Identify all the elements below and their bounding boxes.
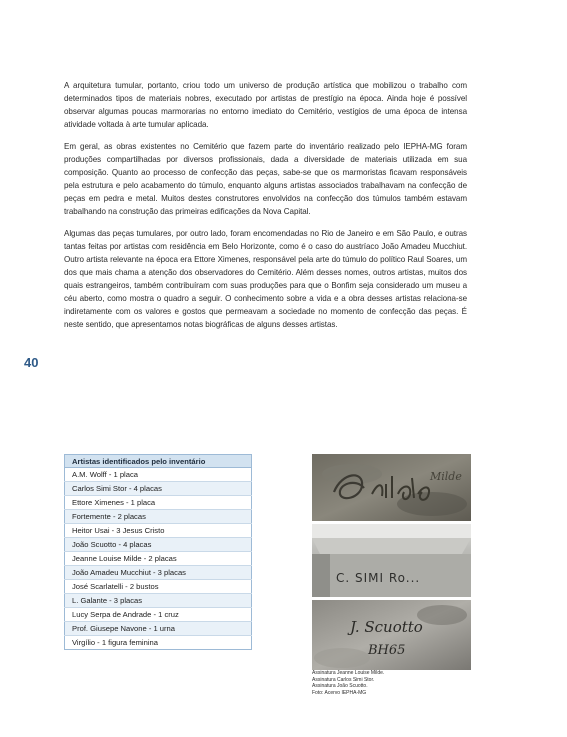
table-row	[65, 524, 252, 538]
artist-entry: Virgílio - 1 figura feminina	[72, 638, 158, 647]
artist-entry: Heitor Usai - 3 Jesus Cristo	[65, 524, 252, 538]
paragraph-line: quais estrangeiros, também contribuíram com suas produções para que o Bonfim seja	[64, 281, 374, 290]
paragraph-line: a atenção dos observadores do Cemitério. Além desses nomes, outros artistas, muitos dos	[141, 268, 467, 277]
photo-simi-stor-signature	[312, 524, 471, 597]
artist-entry: Lucy Serpa de Andrade - 1 cruz	[65, 608, 252, 622]
simi-stor-engraved-text: C. SIMI Ro...	[336, 571, 421, 585]
paragraph-line: do Cemitério, vestígios de uma época de intensa atividade voltada à arte tumular aplicada.	[64, 107, 467, 129]
paragraph-line: apresentamos notas biográficas de alguns desses artistas.	[131, 320, 338, 329]
artist-entry: Carlos Simi Stor - 4 placas	[65, 482, 252, 496]
table-row	[65, 552, 252, 566]
paragraph-line: na época. Ainda hoje é possível observar algumas poucas marmorarias no entorno imediato	[64, 94, 467, 116]
milde-engraved-text: Milde	[430, 470, 462, 483]
paragraph-line: A arquitetura tumular, portanto, criou todo um universo de produção artística que mobilizou	[64, 81, 407, 90]
table-row	[65, 580, 252, 594]
table-row	[65, 482, 252, 496]
artist-entry: L. Galante - 3 placas	[65, 594, 252, 608]
scuotto-engraved-text: J. Scuotto	[350, 618, 423, 636]
table-row	[65, 594, 252, 608]
table-row	[65, 622, 252, 636]
paragraph-line: Algumas das peças tumulares, por outro lado, foram encomendadas no Rio de Janeiro e	[64, 229, 381, 238]
page-number: 40	[24, 355, 39, 370]
artist-entry: João Scuotto - 4 placas	[65, 538, 252, 552]
photo-caption	[312, 670, 472, 696]
artist-entry: Ettore Ximenes - 1 placa	[65, 496, 252, 510]
artist-entry: A.M. Wolff - 1 placa	[65, 468, 252, 482]
paragraph-line: túmulo, enquanto alguns artistas associados trabalhavam na confecção de peças em	[64, 181, 468, 203]
paragraph-line: de materiais utilizada em sua composição. Quanto ao processo de confecção das peças,	[64, 155, 468, 177]
paragraph-line: sabe-se que os marmoristas ficavam responsáveis pela estrutura e pelo acabamento do	[64, 168, 468, 190]
paragraph-2	[64, 140, 467, 218]
artist-entry: Prof. Giusepe Navone - 1 urna	[65, 622, 252, 636]
paragraph-line: considerado um museu a céu aberto, como mostra o quadro a seguir. O conhecimento	[64, 281, 467, 303]
photo-milde-signature	[312, 454, 471, 521]
artists-table-header: Artistas identificados pelo inventário	[65, 455, 252, 468]
table-row	[65, 538, 252, 552]
paragraph-line: que permeavam a sociedade no momento de confecção das peças. É neste sentido, que	[64, 307, 467, 329]
table-row	[65, 468, 252, 482]
paragraph-line: Ximenes, responsável pela arte do túmulo do político Raul Soares, um dos que mais chama	[64, 255, 468, 277]
paragraph-line: em São Paulo, e outras tantas feitas por artistas com residência em Belo Horizonte, como	[64, 229, 467, 251]
caption-line: Assinatura João Scuotto.	[312, 683, 368, 690]
paragraph-line: estavam trabalhando na construção das primeiras edificações da Nova Capital.	[64, 194, 467, 216]
paragraph-3	[64, 227, 467, 331]
artist-entry: José Scarlatelli - 2 bustos	[65, 580, 252, 594]
paragraph-line: sobre a vida e a obra desses artistas relaciona-se indiretamente com os valores e gostos	[64, 294, 467, 316]
paragraph-1	[64, 79, 467, 131]
photo-scuotto-signature	[312, 600, 471, 670]
table-row	[65, 510, 252, 524]
caption-line: Assinatura Carlos Simi Stor.	[312, 676, 375, 683]
paragraph-line: Em geral, as obras existentes no Cemitério que fazem parte do inventário realizado pelo	[64, 142, 400, 151]
table-row	[65, 636, 252, 650]
signature-photos	[312, 454, 471, 673]
artists-table-body	[65, 468, 252, 650]
table-row	[65, 608, 252, 622]
table-row	[65, 566, 252, 580]
body-text	[64, 79, 467, 340]
artists-table	[64, 454, 252, 650]
paragraph-line: o trabalho com determinados tipos de materiais nobres, executado por artistas de prestígio	[64, 81, 467, 103]
caption-line: Assinatura Jeanne Louise Milde.	[312, 670, 385, 676]
artist-entry: Fortemente - 2 placas	[65, 510, 252, 524]
scuotto-engraved-text-2: BH65	[368, 643, 406, 658]
paragraph-line: IEPHA-MG foram produções compartilhadas por diversos profissionais, dada a diversidade	[64, 142, 467, 164]
paragraph-line: pedra e metal. Muitos destes construtores envolvidos na confecção dos túmulos também	[103, 194, 434, 203]
table-row	[65, 496, 252, 510]
paragraph-line: é o caso do austríaco João Amadeu Mucchiut. Outro artista relevante na época era Ettore	[64, 242, 467, 264]
artist-entry: João Amadeu Mucchiut - 3 placas	[65, 566, 252, 580]
caption-line: Foto: Acervo IEPHA-MG	[312, 689, 367, 696]
artist-entry: Jeanne Louise Milde - 2 placas	[65, 552, 252, 566]
